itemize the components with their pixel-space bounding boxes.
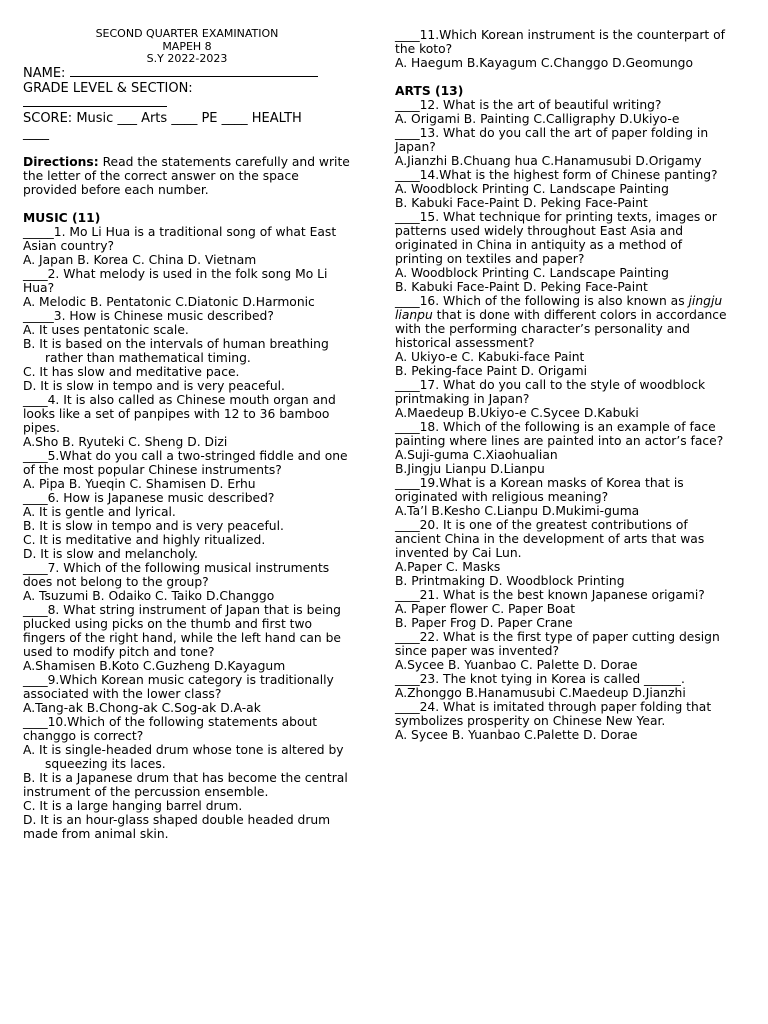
question-text: ____20. It is one of the greatest contributions of ancient China in the development of arts that was invented by Cai Lun. [395, 518, 705, 560]
question-text: ____13. What do you call the art of paper folding in Japan? [395, 126, 709, 154]
directions [23, 155, 351, 197]
answer-choices: A.Shamisen B.Koto C.Guzheng D.Kayagum [23, 658, 286, 673]
answer-choices: B. It is based on the intervals of human breathing rather than mathematical timing. [23, 336, 329, 365]
score-label: SCORE: Music ___ Arts ____ PE ____ HEALTH [23, 110, 302, 126]
answer-choices: A.Zhonggo B.Hanamusubi C.Maedeup D.Jianzhi [395, 686, 686, 700]
question-text-part: ____16. Which of the following is also known as [395, 294, 689, 308]
answer-choices: A. Paper flower C. Paper Boat [395, 602, 576, 616]
answer-choices: A. Haegum B.Kayagum C.Changgo D.Geomungo [395, 56, 694, 70]
answer-choices: A.Suji-guma C.Xiaohualian [395, 448, 558, 462]
question-text: ____11.Which Korean instrument is the counterpart of the koto? [395, 28, 726, 56]
score-tail-text: ____ [23, 125, 49, 141]
question-text: ____14.What is the highest form of Chinese panting? [395, 168, 718, 182]
question-text: ____4. It is also called as Chinese mouth organ and looks like a set of panpipes with 12 to 36 bamboo pipes. [23, 392, 336, 435]
directions-label: Directions: [23, 154, 99, 169]
answer-choices: A.Jianzhi B.Chuang hua C.Hanamusubi D.Origamy [395, 154, 702, 168]
answer-choices: B. Printmaking D. Woodblock Printing [395, 574, 625, 588]
name-label: NAME: [23, 65, 66, 81]
question-text: _____1. Mo Li Hua is a traditional song of what East Asian country? [23, 224, 337, 253]
question-text: ____17. What do you call to the style of woodblock printmaking in Japan? [395, 378, 706, 406]
music-question-list-continued [395, 28, 730, 70]
question-text: ____21. What is the best known Japanese origami? [395, 588, 705, 602]
score-tail [23, 126, 351, 141]
exam-title: SECOND QUARTER EXAMINATION [95, 27, 279, 40]
question-text: ____12. What is the art of beautiful writing? [395, 98, 662, 112]
exam-header [23, 28, 351, 66]
answer-choices: A. Melodic B. Pentatonic C.Diatonic D.Harmonic [23, 294, 315, 309]
question-text: ____10.Which of the following statements about changgo is correct? [23, 714, 318, 743]
spacer [395, 70, 730, 84]
answer-choices: B. Kabuki Face-Paint D. Peking Face-Paint [395, 196, 648, 210]
answer-choices: C. It has slow and meditative pace. [23, 364, 240, 379]
left-column [23, 28, 351, 841]
answer-choices: A.Maedeup B.Ukiyo-e C.Sycee D.Kabuki [395, 406, 639, 420]
answer-choices: B. It is a Japanese drum that has become the central instrument of the percussion ensemble. [23, 770, 348, 799]
question-text: ____19.What is a Korean masks of Korea that is originated with religious meaning? [395, 476, 684, 504]
question-emphasis: jingju lianpu [395, 294, 723, 322]
score-field [23, 111, 351, 126]
school-year: S.Y 2022-2023 [146, 52, 228, 65]
answer-choices: A. Tsuzumi B. Odaiko C. Taiko D.Changgo [23, 588, 275, 603]
name-blank[interactable] [70, 66, 318, 77]
answer-choices: A. Sycee B. Yuanbao C.Palette D. Dorae [395, 728, 638, 742]
spacer [23, 197, 351, 211]
grade-blank-row [23, 96, 351, 111]
music-question-list [23, 225, 351, 841]
answer-choices: D. It is an hour-glass shaped double headed drum made from animal skin. [23, 812, 331, 841]
answer-choices: A. Woodblock Printing C. Landscape Painting [395, 182, 669, 196]
question-text: _____3. How is Chinese music described? [23, 308, 274, 323]
answer-choices: D. It is slow and melancholy. [23, 546, 198, 561]
question-text: ____18. Which of the following is an example of face painting where lines are painted into an actor’s face? [395, 420, 724, 448]
answer-choices: A.Sho B. Ryuteki C. Sheng D. Dizi [23, 434, 228, 449]
question-text: ____22. What is the first type of paper cutting design since paper was invented? [395, 630, 720, 658]
answer-choices: B. Peking-face Paint D. Origami [395, 364, 587, 378]
question-text: ____15. What technique for printing texts, images or patterns used widely throughout East Asia and originated in China in antiquity as a method of printing on textiles and paper? [395, 210, 717, 266]
answer-choices: A. It uses pentatonic scale. [23, 322, 189, 337]
question-text: ____5.What do you call a two-stringed fiddle and one of the most popular Chinese instruments? [23, 448, 348, 477]
answer-choices: A.Tang-ak B.Chong-ak C.Sog-ak D.A-ak [23, 700, 261, 715]
answer-choices: B. Kabuki Face-Paint D. Peking Face-Paint [395, 280, 648, 294]
answer-choices: A.Sycee B. Yuanbao C. Palette D. Dorae [395, 658, 638, 672]
answer-choices: A. Ukiyo-e C. Kabuki-face Paint [395, 350, 585, 364]
right-column [395, 28, 730, 742]
answer-choices: C. It is a large hanging barrel drum. [23, 798, 243, 813]
spacer [23, 141, 351, 155]
music-section-title: MUSIC (11) [23, 210, 101, 225]
question-text: ____8. What string instrument of Japan that is being plucked using picks on the thumb and first two fingers of the right hand, while the left hand can be used to modify pitch and tone? [23, 602, 341, 659]
answer-choices: D. It is slow in tempo and is very peaceful. [23, 378, 285, 393]
answer-choices: A.Paper C. Masks [395, 560, 501, 574]
question-text: ____9.Which Korean music category is traditionally associated with the lower class? [23, 672, 334, 701]
answer-choices: A. Japan B. Korea C. China D. Vietnam [23, 252, 257, 267]
question-text: ____24. What is imitated through paper folding that symbolizes prosperity on Chinese New Year. [395, 700, 712, 728]
arts-question-list [395, 98, 730, 742]
answer-choices: A.Ta’l B.Kesho C.Lianpu D.Mukimi-guma [395, 504, 640, 518]
question-text: ____23. The knot tying in Korea is called ______. [395, 672, 685, 686]
question-text [395, 294, 730, 350]
answer-choices: A. Origami B. Painting C.Calligraphy D.Ukiyo-e [395, 112, 680, 126]
question-text-part: that is done with different colors in accordance with the performing character’s personality and historical assessment? [395, 308, 727, 350]
grade-label: GRADE LEVEL & SECTION: [23, 80, 193, 96]
grade-blank[interactable] [23, 96, 167, 107]
answer-choices: B. It is slow in tempo and is very peaceful. [23, 518, 284, 533]
answer-choices: B. Paper Frog D. Paper Crane [395, 616, 573, 630]
grade-field[interactable] [23, 81, 351, 96]
exam-subject: MAPEH 8 [162, 39, 212, 53]
question-text: ____7. Which of the following musical instruments does not belong to the group? [23, 560, 330, 589]
answer-choices: A. Woodblock Printing C. Landscape Painting [395, 266, 669, 280]
answer-choices: A. It is gentle and lyrical. [23, 504, 176, 519]
directions-text: Read the statements carefully and write the letter of the correct answer on the space provided before each number. [23, 154, 350, 197]
answer-choices: C. It is meditative and highly ritualized. [23, 532, 266, 547]
answer-choices: B.Jingju Lianpu D.Lianpu [395, 462, 545, 476]
answer-choices: A. It is single-headed drum whose tone is altered by squeezing its laces. [23, 742, 344, 771]
arts-section-title: ARTS (13) [395, 84, 464, 98]
question-text: ____6. How is Japanese music described? [23, 490, 275, 505]
question-text: ____2. What melody is used in the folk song Mo Li Hua? [23, 266, 328, 295]
answer-choices: A. Pipa B. Yueqin C. Shamisen D. Erhu [23, 476, 256, 491]
name-field[interactable] [23, 66, 351, 81]
